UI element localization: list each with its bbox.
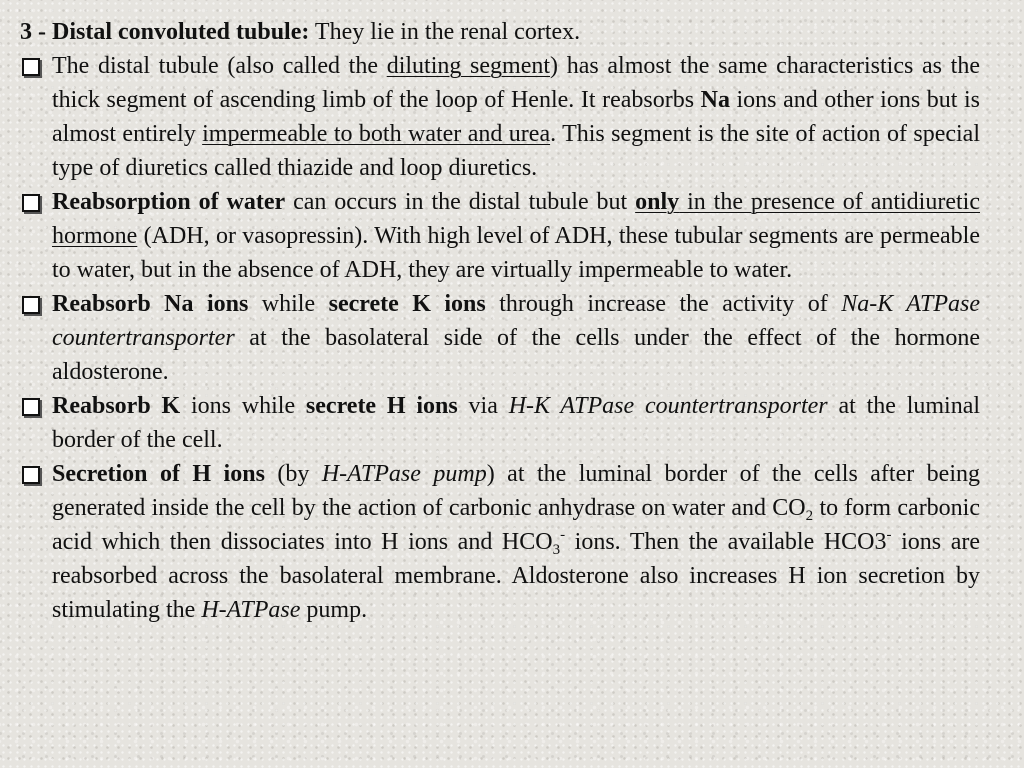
underlined-term: diluting segment	[386, 53, 551, 79]
section-heading	[20, 15, 980, 49]
text-run: at the luminal border of the cell.	[52, 393, 981, 453]
text-run: . This segment is the site of action of special type of diuretics called thiazide and loop diuretics.	[52, 121, 980, 181]
text-run: (ADH, or vasopressin). With high level of ADH, these tubular segments are permeable to water, but in the absence of ADH, they are virtually impermeable to water.	[52, 223, 980, 283]
text-run: via	[457, 393, 509, 419]
underlined-term: impermeable to both water and urea	[202, 121, 551, 147]
underlined-term: in the presence of antidiuretic hormone	[52, 189, 980, 249]
bold-term: secrete K ions	[328, 291, 486, 317]
text-run: ions are reabsorbed across the basolateral membrane. Aldosterone also increases H ion secretion by stimulating the	[52, 529, 980, 623]
italic-term: H-K ATPase countertransporter	[508, 393, 828, 419]
text-run: at the basolateral side of the cells under the effect of the hormone aldosterone.	[52, 325, 980, 385]
checkbox-bullet-icon	[22, 296, 40, 314]
text-run: The distal tubule (also called the	[52, 53, 387, 79]
bullet-distal-tubule	[20, 49, 980, 185]
text-run: can occurs in the distal tubule but	[285, 189, 636, 215]
subscript: 2	[805, 508, 814, 524]
bold-term: Secretion of H ions	[52, 461, 265, 487]
checkbox-bullet-icon	[22, 194, 40, 212]
bullet-k-reabsorption	[20, 389, 980, 457]
bold-underlined-term: only	[635, 189, 680, 215]
bold-term: Na	[700, 87, 730, 113]
text-run: (by	[264, 461, 322, 487]
text-run: while	[248, 291, 329, 317]
superscript: -	[560, 527, 566, 543]
italic-term: Na-K ATPase countertransporter	[52, 291, 981, 351]
text-run: ions and other ions but is almost entirely	[52, 87, 980, 147]
text-run: to form carbonic acid which then dissociates into H ions and HCO	[52, 495, 981, 555]
heading-title: 3 - Distal convoluted tubule:	[20, 19, 310, 45]
bullet-na-reabsorption	[20, 287, 980, 389]
checkbox-bullet-icon	[22, 398, 40, 416]
text-run: pump.	[300, 597, 368, 623]
italic-term: H-ATPase	[201, 597, 301, 623]
bold-term: Reabsorb Na ions	[52, 291, 249, 317]
bold-term: Reabsorb K	[52, 393, 181, 419]
subscript: 3	[552, 542, 561, 558]
text-run: through increase the activity of	[485, 291, 842, 317]
text-run: ) has almost the same characteristics as the thick segment of ascending limb of the loop of Henle. It reabsorbs	[52, 53, 981, 113]
text-run: ions while	[180, 393, 306, 419]
text-run: ions. Then the available HCO3	[565, 529, 887, 555]
checkbox-bullet-icon	[22, 58, 40, 76]
slide-content	[20, 15, 980, 627]
superscript: -	[886, 527, 892, 543]
text-run: ) at the luminal border of the cells after being generated inside the cell by the action of carbonic anhydrase on water and CO	[52, 461, 980, 521]
italic-term: H-ATPase pump	[321, 461, 487, 487]
checkbox-bullet-icon	[22, 466, 40, 484]
bullet-h-secretion	[20, 457, 980, 627]
heading-text: They lie in the renal cortex.	[309, 19, 581, 45]
bold-term: Reabsorption of water	[52, 189, 286, 215]
bold-term: secrete H ions	[305, 393, 458, 419]
bullet-water-reabsorption	[20, 185, 980, 287]
